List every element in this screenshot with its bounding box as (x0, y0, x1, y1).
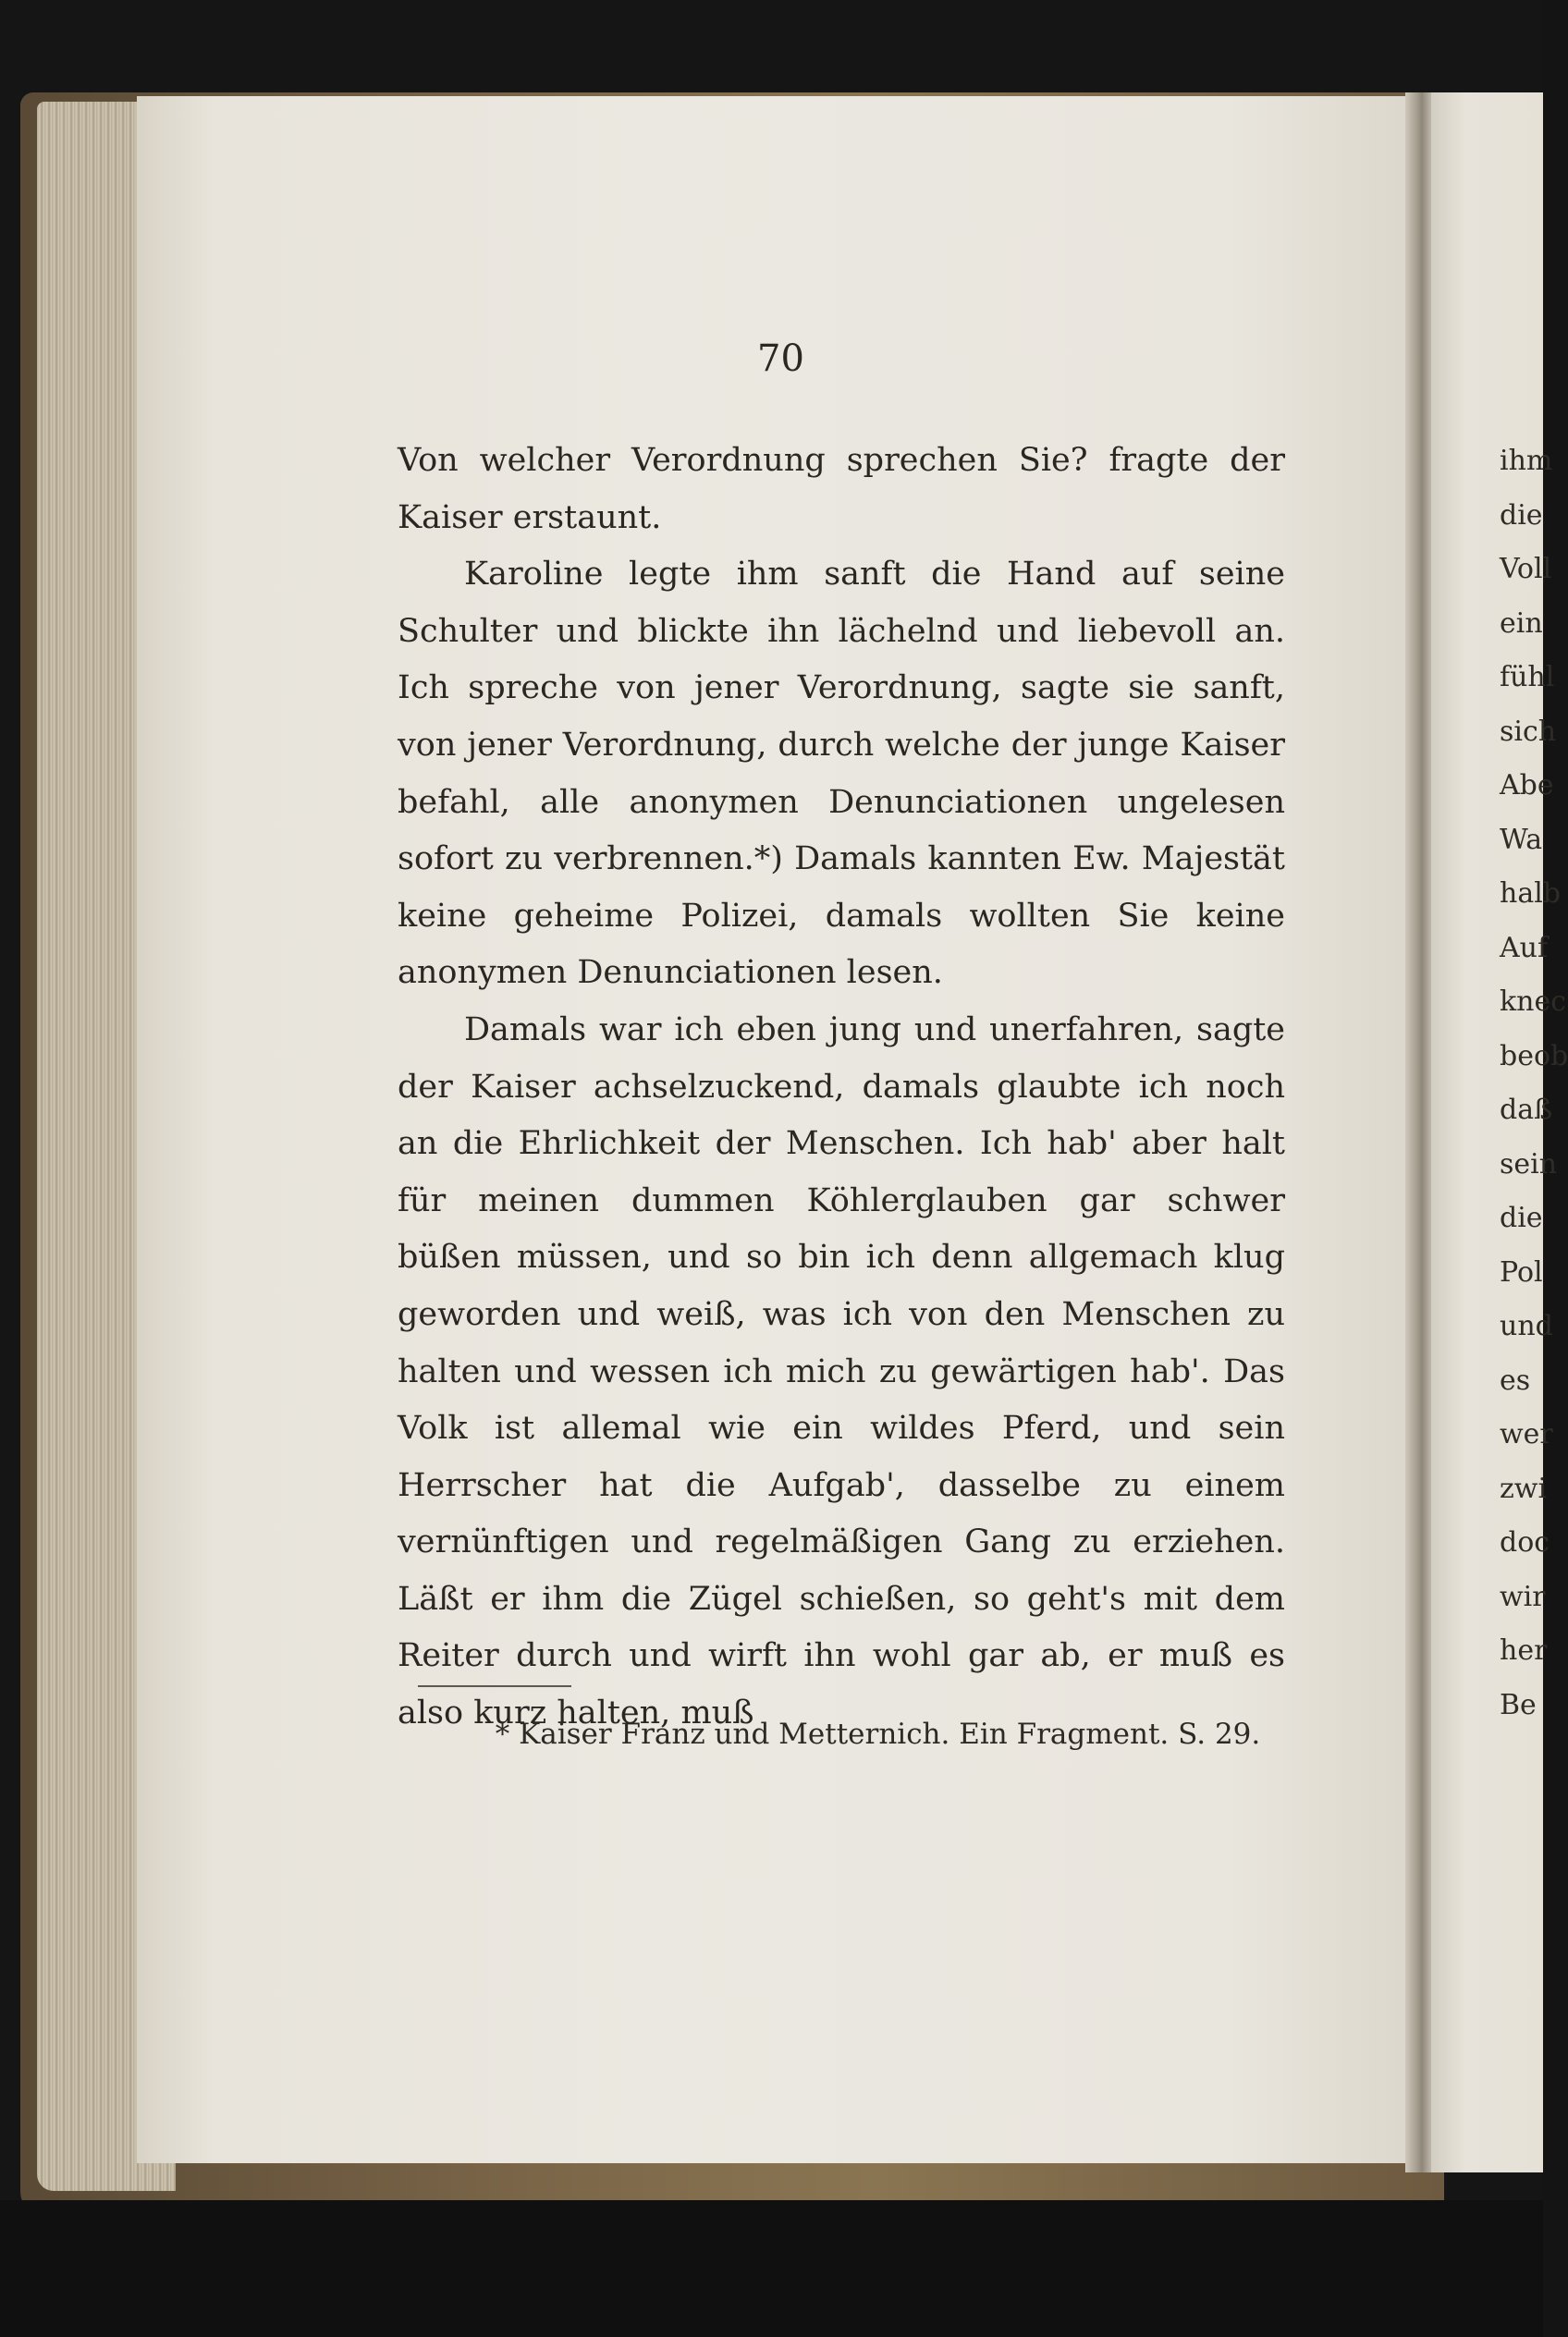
facing-line: daß (1500, 1094, 1553, 1126)
facing-page-text (1500, 434, 1568, 1732)
facing-line: wer (1500, 1418, 1553, 1450)
background-bottom (0, 2200, 1543, 2337)
facing-line: sich (1500, 715, 1557, 748)
facing-line: doc (1500, 1526, 1550, 1559)
facing-line: ein (1500, 606, 1543, 640)
facing-line: fühl (1500, 661, 1555, 693)
facing-line: Be (1500, 1688, 1537, 1721)
facing-line: Voll (1500, 553, 1552, 585)
body-text (398, 433, 1285, 1743)
facing-line: und (1500, 1310, 1553, 1342)
facing-line: her (1500, 1634, 1548, 1667)
paragraph-3: Damals war ich eben jung und unerfahren, sagte der Kaiser achselzuckend, damals glaubte ich noch an die Ehrlichkeit der Menschen. Ich hab' aber halt für meinen dummen Köhlerglauben gar schwer büßen müssen, und so bin ich denn allgemach klug geworden und weiß, was ich von den Menschen zu halten und wessen ich mich zu gewärtigen hab'. Das Volk ist allemal wie ein wildes Pferd, und sein Herrscher hat die Aufgab', dasselbe zu einem vernünftigen und regelmäßigen Gang zu erziehen. Läßt er ihm die Zügel schießen, so geht's mit dem Reiter durch und wirft ihn wohl gar ab, er muß es also kurz halten, muß (398, 1010, 1285, 1732)
facing-line: beob (1500, 1039, 1568, 1072)
facing-line: sein (1500, 1147, 1558, 1181)
facing-line: ihm (1500, 445, 1553, 477)
book-gutter (1405, 92, 1433, 2172)
facing-line: die (1500, 1202, 1543, 1234)
facing-line: halb (1500, 877, 1562, 910)
paragraph-2: Karoline legte ihm sanft die Hand auf seine Schulter und blickte ihn lächelnd und liebevoll an. Ich spreche von jener Verordnung, sagte sie sanft, von jener Verordnung, durch welche der junge Kaiser befahl, alle anonymen Denunciationen ungelesen sofort zu verbrennen.*) Damals kannten Ew. Majestät keine geheime Polizei, damals wollten Sie keine anonymen Denunciationen lesen. (398, 556, 1285, 992)
facing-line: Pol (1500, 1255, 1543, 1289)
facing-line: wir (1500, 1580, 1546, 1613)
paragraph-1: Von welcher Verordnung sprechen Sie? fragte der Kaiser erstaunt. (398, 442, 1285, 536)
footnote: * Kaiser Franz und Metternich. Ein Fragment. S. 29. (495, 1718, 1261, 1751)
footnote-rule (418, 1685, 571, 1687)
facing-line: Auf (1500, 931, 1549, 964)
facing-line: Wa (1500, 823, 1543, 856)
facing-line: die (1500, 498, 1543, 532)
facing-line: knec (1500, 985, 1567, 1018)
facing-line: es (1500, 1364, 1531, 1397)
page-number: 70 (757, 337, 804, 380)
facing-line: Abe (1500, 769, 1554, 801)
facing-line: zwi (1500, 1472, 1548, 1505)
